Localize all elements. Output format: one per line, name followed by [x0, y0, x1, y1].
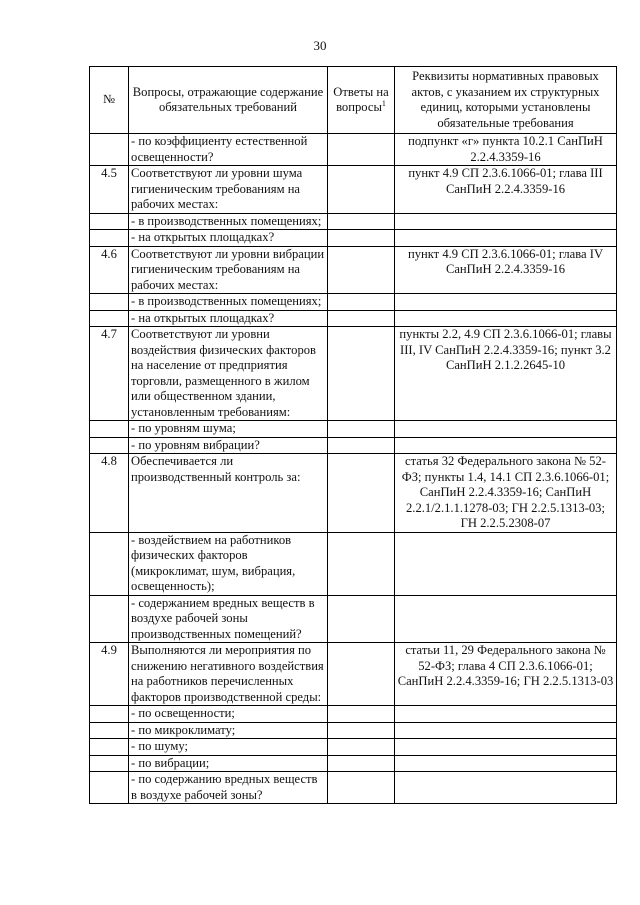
- answer-cell[interactable]: [328, 230, 395, 247]
- table-row: [90, 437, 617, 454]
- answer-cell[interactable]: [328, 310, 395, 327]
- row-number: 4.7: [90, 327, 129, 421]
- question-cell: Соответствуют ли уровни вибрации гигиеническим требованиям на рабочих местах:: [129, 246, 328, 294]
- table-header-row: [90, 67, 617, 134]
- reference-cell: статья 32 Федерального закона № 52-ФЗ; пункты 1.4, 14.1 СП 2.3.6.1066-01; СанПиН 2.2.4.3359-16; СанПиН 2.2.1/2.1.1.1278-03; ГН 2.2.5.1313-03; ГН 2.2.5.2308-07: [395, 454, 617, 533]
- table-row: [90, 246, 617, 294]
- header-questions: Вопросы, отражающие содержание обязательных требований: [129, 67, 328, 134]
- header-references: Реквизиты нормативных правовых актов, с указанием их структурных единиц, которыми установлены обязательные требования: [395, 67, 617, 134]
- table-row: [90, 532, 617, 595]
- row-number: 4.6: [90, 246, 129, 294]
- reference-cell: подпункт «г» пункта 10.2.1 СанПиН 2.2.4.3359-16: [395, 134, 617, 166]
- row-number: [90, 134, 129, 166]
- subquestion-cell: - на открытых площадках?: [129, 310, 328, 327]
- subquestion-cell: - по вибрации;: [129, 755, 328, 772]
- answer-cell[interactable]: [328, 454, 395, 533]
- table-row: [90, 772, 617, 804]
- reference-cell: пункт 4.9 СП 2.3.6.1066-01; глава IV СанПиН 2.2.4.3359-16: [395, 246, 617, 294]
- answer-cell[interactable]: [328, 246, 395, 294]
- answer-cell[interactable]: [328, 755, 395, 772]
- subquestion-cell: - по уровням вибрации?: [129, 437, 328, 454]
- reference-cell: статьи 11, 29 Федерального закона № 52-ФЗ; глава 4 СП 2.3.6.1066-01; СанПиН 2.2.4.3359-16; ГН 2.2.5.1313-03: [395, 643, 617, 706]
- table-row: [90, 327, 617, 421]
- answer-cell[interactable]: [328, 437, 395, 454]
- table-row: [90, 230, 617, 247]
- table-row: [90, 739, 617, 756]
- answer-cell[interactable]: [328, 643, 395, 706]
- reference-cell: пункты 2.2, 4.9 СП 2.3.6.1066-01; главы III, IV СанПиН 2.2.4.3359-16; пункт 3.2 СанПиН 2.1.2.2645-10: [395, 327, 617, 421]
- header-answers: Ответы на вопросы$^1$: [328, 67, 395, 134]
- answer-cell[interactable]: [328, 772, 395, 804]
- row-number: 4.8: [90, 454, 129, 533]
- footnote-mark: 1: [381, 98, 386, 108]
- header-num: №: [90, 67, 129, 134]
- page-number: 30: [313, 38, 327, 53]
- table-row: [90, 310, 617, 327]
- table-row: [90, 755, 617, 772]
- subquestion-cell: - в производственных помещениях;: [129, 213, 328, 230]
- table-row: [90, 213, 617, 230]
- subquestion-cell: - по микроклимату;: [129, 722, 328, 739]
- table-row: [90, 166, 617, 214]
- answer-cell[interactable]: [328, 739, 395, 756]
- row-number: 4.9: [90, 643, 129, 706]
- table-row: [90, 722, 617, 739]
- answer-cell[interactable]: [328, 166, 395, 214]
- subquestion-cell: - воздействием на работников физических факторов (микроклимат, шум, вибрация, освещенность);: [129, 532, 328, 595]
- question-cell: Соответствуют ли уровни шума гигиеническим требованиям на рабочих местах:: [129, 166, 328, 214]
- reference-cell: пункт 4.9 СП 2.3.6.1066-01; глава III СанПиН 2.2.4.3359-16: [395, 166, 617, 214]
- answer-cell[interactable]: [328, 421, 395, 438]
- question-cell: - по коэффициенту естественной освещенности?: [129, 134, 328, 166]
- table-row: [90, 294, 617, 311]
- question-cell: Обеспечивается ли производственный контроль за:: [129, 454, 328, 533]
- subquestion-cell: - содержанием вредных веществ в воздухе рабочей зоны производственных помещений?: [129, 595, 328, 643]
- table-row: [90, 134, 617, 166]
- answer-cell[interactable]: [328, 595, 395, 643]
- table-row: [90, 706, 617, 723]
- table-row: [90, 421, 617, 438]
- answer-cell[interactable]: [328, 327, 395, 421]
- table-row: [90, 643, 617, 706]
- table-row: [90, 454, 617, 533]
- table-row: [90, 595, 617, 643]
- row-number: 4.5: [90, 166, 129, 214]
- subquestion-cell: - по содержанию вредных веществ в воздухе рабочей зоны?: [129, 772, 328, 804]
- answer-cell[interactable]: [328, 722, 395, 739]
- answer-cell[interactable]: [328, 134, 395, 166]
- answer-cell[interactable]: [328, 532, 395, 595]
- subquestion-cell: - по освещенности;: [129, 706, 328, 723]
- subquestion-cell: - по уровням шума;: [129, 421, 328, 438]
- question-cell: Выполняются ли мероприятия по снижению негативного воздействия на работников перечисленных факторов производственной среды:: [129, 643, 328, 706]
- requirements-table: [89, 66, 617, 804]
- subquestion-cell: - на открытых площадках?: [129, 230, 328, 247]
- answer-cell[interactable]: [328, 294, 395, 311]
- answer-cell[interactable]: [328, 213, 395, 230]
- question-cell: Соответствуют ли уровни воздействия физических факторов на население от предприятия торговли, размещенного в жилом или общественном здании, установленным требованиям:: [129, 327, 328, 421]
- subquestion-cell: - в производственных помещениях;: [129, 294, 328, 311]
- answer-cell[interactable]: [328, 706, 395, 723]
- subquestion-cell: - по шуму;: [129, 739, 328, 756]
